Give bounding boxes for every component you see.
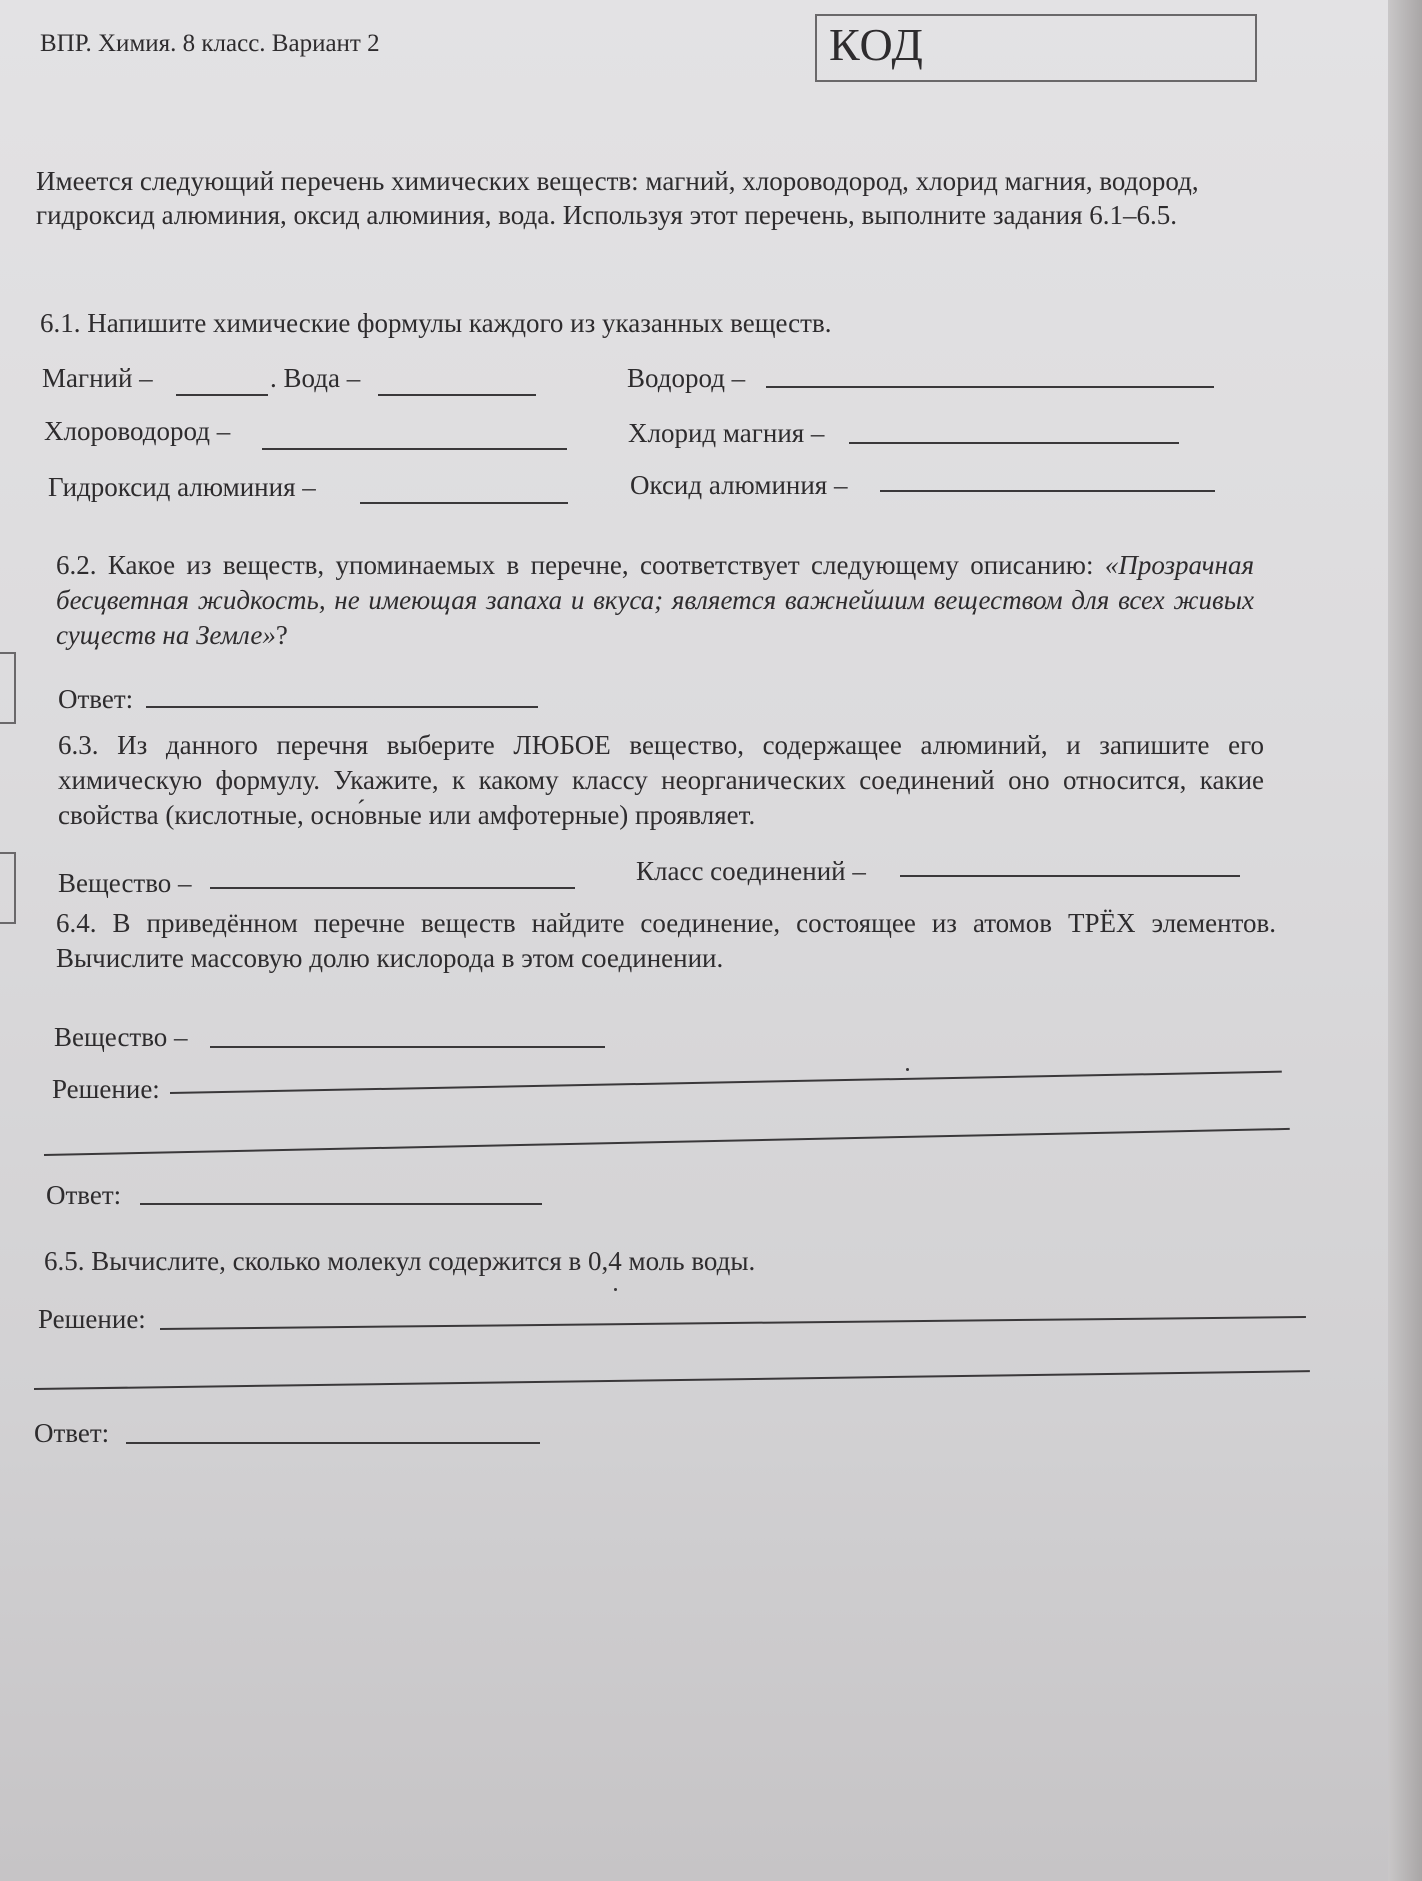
task-6-5-solution-line-2[interactable] — [34, 1370, 1310, 1390]
task-6-1-title: 6.1. Напишите химические формулы каждого из указанных веществ. — [40, 308, 832, 338]
code-label: КОД — [829, 19, 924, 70]
water-label: . Вода – — [270, 363, 361, 393]
intro-text: Имеется следующий перечень химических веществ: магний, хлороводород, хлорид магния, водород, гидроксид алюминия, оксид алюминия, вода. Используя этот перечень, выполните задания 6.1–6.5. — [36, 166, 1199, 230]
task-6-5-answer-line[interactable] — [126, 1442, 540, 1444]
task-6-3-question: 6.3. Из данного перечня выберите ЛЮБОЕ вещество, содержащее алюминий, и запишите его химическую формулу. Укажите, к какому классу неорганических соединений оно относится, какие свойства (кислотные, осно́вные или амфотерные) проявляет. — [58, 730, 1264, 830]
aluminium-hydroxide-answer-line[interactable] — [360, 502, 568, 504]
task-6-2-quote: «Прозрачная бесцветная жидкость, не имеющая запаха и вкуса; является важнейшим веществом для всех живых существ на Земле» — [56, 550, 1254, 650]
task-6-3-substance-line[interactable] — [210, 887, 575, 889]
margin-box — [0, 652, 16, 724]
hydrogen-label: Водород – — [627, 363, 746, 393]
hydrogen-answer-line[interactable] — [766, 386, 1214, 388]
task-6-2-question-text: 6.2. Какое из веществ, упоминаемых в перечне, соответствует следующему описанию: — [56, 550, 1094, 580]
task-6-4-substance-line[interactable] — [210, 1046, 605, 1048]
water-answer-line[interactable] — [378, 394, 536, 396]
task-6-4-solution-line-1[interactable] — [170, 1071, 1282, 1094]
task-6-5-solution-line-1[interactable] — [160, 1316, 1306, 1330]
task-6-4-question: 6.4. В приведённом перечне веществ найдите соединение, состоящее из атомов ТРЁХ элементов. Вычислите массовую долю кислорода в этом соединении. — [56, 908, 1276, 973]
margin-box — [0, 852, 16, 924]
task-6-5-question: 6.5. Вычислите, сколько молекул содержится в 0,4 моль воды. — [44, 1246, 756, 1276]
task-6-4-answer-line[interactable] — [140, 1203, 542, 1205]
task-6-4-solution-label: Решение: — [52, 1074, 160, 1104]
task-6-3-class-line[interactable] — [900, 875, 1240, 877]
magnesium-answer-line[interactable] — [176, 394, 268, 396]
aluminium-oxide-label: Оксид алюминия – — [630, 470, 848, 500]
task-6-2-question-end: ? — [275, 620, 288, 650]
task-6-5-answer-label: Ответ: — [34, 1418, 110, 1448]
stray-mark — [906, 1068, 909, 1071]
task-6-2-answer-line[interactable] — [146, 706, 538, 708]
stray-mark — [614, 1288, 617, 1291]
hydrogen-chloride-answer-line[interactable] — [262, 448, 567, 450]
magnesium-chloride-answer-line[interactable] — [849, 442, 1179, 444]
magnesium-label: Магний – — [42, 363, 153, 393]
task-6-3-class-label: Класс соединений – — [636, 856, 866, 886]
page-header: ВПР. Химия. 8 класс. Вариант 2 — [40, 30, 380, 57]
task-6-3-substance-label: Вещество – — [58, 868, 192, 898]
task-6-4-substance-label: Вещество – — [54, 1022, 188, 1052]
task-6-5-solution-label: Решение: — [38, 1304, 146, 1334]
hydrogen-chloride-label: Хлороводород – — [44, 416, 231, 446]
task-6-2-answer-label: Ответ: — [58, 684, 134, 714]
page-edge — [1388, 0, 1422, 1881]
task-6-2-question — [56, 548, 1254, 653]
magnesium-chloride-label: Хлорид магния – — [628, 418, 825, 448]
aluminium-hydroxide-label: Гидроксид алюминия – — [48, 472, 316, 502]
aluminium-oxide-answer-line[interactable] — [880, 490, 1215, 492]
code-box[interactable] — [815, 14, 1257, 82]
task-6-4-answer-label: Ответ: — [46, 1180, 122, 1210]
task-6-4-solution-line-2[interactable] — [44, 1128, 1290, 1156]
